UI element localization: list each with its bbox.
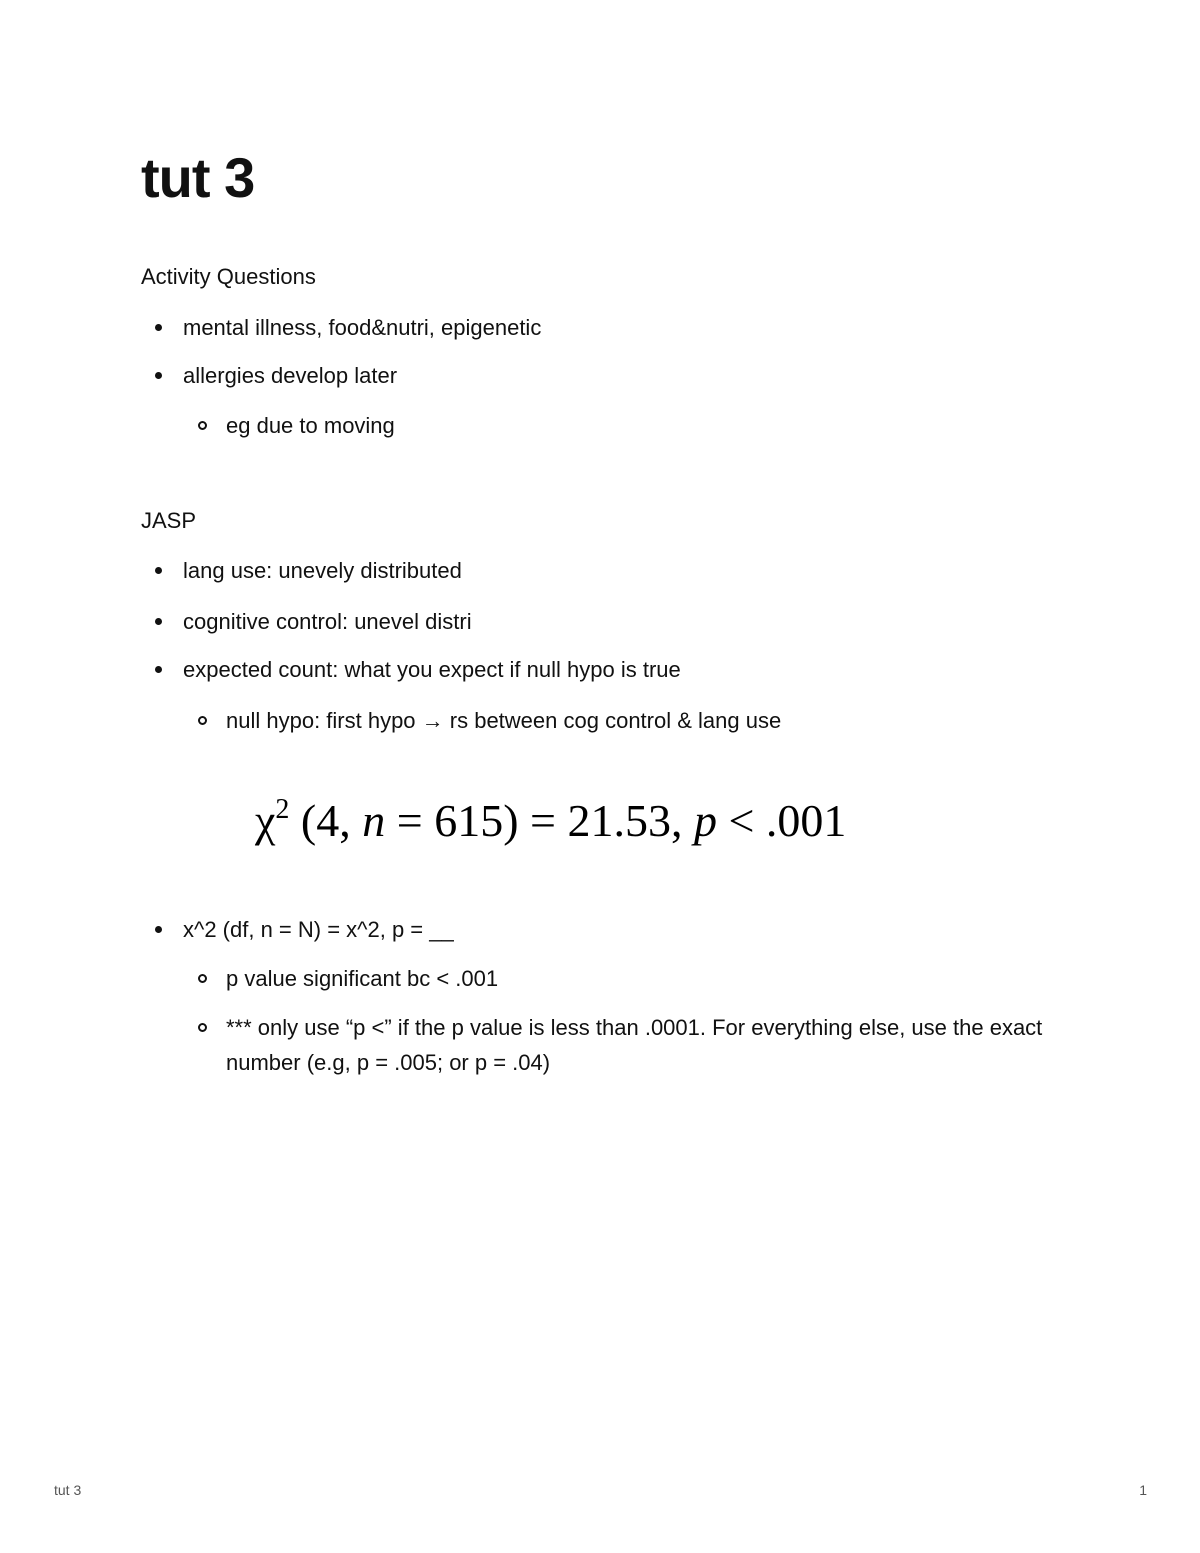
footer-title: tut 3 xyxy=(54,1482,82,1498)
list-item xyxy=(183,358,397,393)
bullet-icon xyxy=(155,666,162,673)
list-item-text: lang use: unevely distributed xyxy=(183,558,462,583)
equation-mid: = 615) = 21.53, xyxy=(385,795,694,846)
sub-list-item-text: *** only use “p <” if the p value is less than .0001. For everything else, use the exact number (e.g, p = .005; or p = .04) xyxy=(226,1015,1043,1075)
list-item-text: allergies develop later xyxy=(183,363,398,388)
chi-square-equation-image xyxy=(255,786,895,856)
hollow-bullet-icon xyxy=(198,421,207,430)
sub-list-item xyxy=(226,1010,1066,1080)
hollow-bullet-icon xyxy=(198,974,207,983)
footer-page-number: 1 xyxy=(1139,1482,1147,1498)
equation-superscript: 2 xyxy=(275,794,290,825)
equation-end: < .001 xyxy=(716,795,847,846)
bullet-icon xyxy=(155,926,162,933)
list-item-text: cognitive control: unevel distri xyxy=(183,609,472,634)
sub-list-item xyxy=(226,961,498,996)
sub-list-item xyxy=(226,703,781,738)
list-item xyxy=(183,553,462,588)
section-heading-activity-questions: Activity Questions xyxy=(141,264,316,289)
bullet-icon xyxy=(155,372,162,379)
sub-list-item-text: p value significant bc < .001 xyxy=(226,966,499,991)
list-item xyxy=(183,912,454,947)
list-item xyxy=(183,652,681,687)
section-heading-jasp: JASP xyxy=(141,508,197,533)
equation-chi: χ xyxy=(255,795,276,846)
list-item-text: expected count: what you expect if null hypo is true xyxy=(183,657,681,682)
sub-list-item-text: eg due to moving xyxy=(226,413,395,438)
bullet-icon xyxy=(155,324,162,331)
sub-list-item-text: null hypo: first hypo → rs between cog control & lang use xyxy=(226,708,782,733)
hollow-bullet-icon xyxy=(198,1023,207,1032)
bullet-icon xyxy=(155,618,162,625)
page-title: tut 3 xyxy=(141,146,255,209)
equation-p: p xyxy=(693,795,717,846)
list-item-text: x^2 (df, n = N) = x^2, p = __ xyxy=(183,917,454,942)
list-item-text: mental illness, food&nutri, epigenetic xyxy=(183,315,542,340)
equation-n: n xyxy=(362,795,386,846)
list-item xyxy=(183,310,541,345)
list-item xyxy=(183,604,472,639)
sub-list-item xyxy=(226,408,395,443)
equation-open: (4, xyxy=(289,795,363,846)
hollow-bullet-icon xyxy=(198,716,207,725)
bullet-icon xyxy=(155,567,162,574)
